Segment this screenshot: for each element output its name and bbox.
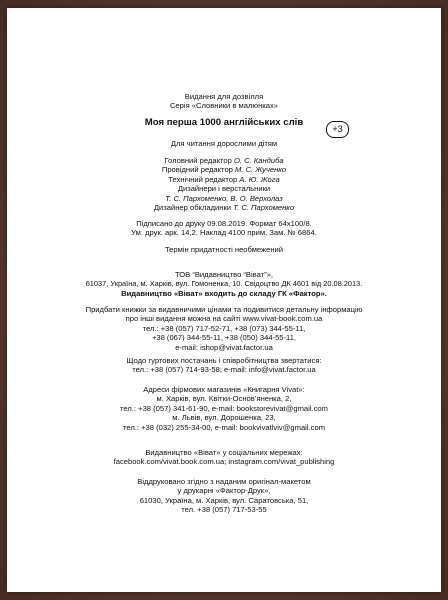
social-line-2: facebook.com/vivat.book.com.ua; instagram.com/vivat_publishing — [113, 457, 335, 467]
stores-line-4: м. Львів, вул. Дорошенка, 23, — [172, 413, 276, 423]
tech-editor-label: Технічний редактор — [168, 174, 238, 184]
wholesale-block — [7, 356, 441, 375]
document-page — [7, 8, 441, 592]
printer-line-4: тел. +38 (057) 717-53-55 — [181, 505, 267, 515]
shelf-life-block — [7, 245, 441, 254]
stores-line-5: тел.: +38 (032) 255-34-00, e-mail: bookvivatlviv@gmail.com — [122, 422, 326, 432]
lead-editor-line — [7, 165, 441, 174]
sales-line-2: про інші видання можна на сайті www.vivat-book.com.ua — [125, 314, 323, 324]
edition-info — [7, 92, 441, 111]
publisher-line-2: 61037, Україна, м. Харків, вул. Гомоненка, 10. Свідоцтво ДК 4601 від 20.08.2013. — [85, 279, 363, 289]
publisher-line-3: Видавництво «Віват» входить до складу ГК «Фактор». — [121, 288, 327, 298]
printer-block — [7, 477, 441, 515]
lead-editor-name: М. С. Жученко — [235, 165, 287, 175]
cover-designer-line — [7, 203, 441, 212]
cover-designer-label: Дизайнер обкладинки — [153, 203, 232, 213]
book-title: Моя перша 1000 англійських слів — [144, 117, 304, 128]
stores-line-3: тел.: +38 (057) 341-61-90, e-mail: bookstorevivat@gmail.com — [120, 403, 328, 413]
sales-line-5: e-mail: ishop@vivat.factor.ua — [175, 342, 273, 352]
social-block — [7, 448, 441, 467]
reading-note-block — [7, 139, 441, 148]
wholesale-line-2: тел.: +38 (057) 714-93-58; e-mail: info@vivat.factor.ua — [132, 365, 316, 375]
wholesale-line-1: Щодо гуртових постачань і співробітництва звертатися: — [126, 356, 322, 365]
edition-line-2: Серія «Словники в малюнках» — [169, 101, 279, 111]
print-info-line-2: Ум. друк. арк. 14,2. Наклад 4100 прим. Зам. № 6864. — [131, 228, 317, 238]
sales-block — [7, 305, 441, 352]
book-title-block — [7, 117, 441, 129]
publisher-block — [7, 270, 441, 298]
printer-line-2: у друкарні «Фактор-Друк», — [177, 486, 271, 496]
lead-editor-label: Провідний редактор — [161, 165, 233, 175]
publisher-line-1: ТОВ “Видавництво “Віват”», — [174, 270, 274, 279]
chief-editor-line — [7, 156, 441, 165]
chief-editor-label: Головний редактор — [164, 156, 232, 165]
edition-line-1: Видання для дозвілля — [184, 92, 264, 101]
reading-note: Для читання дорослими дітям — [170, 139, 278, 148]
designers-names: Т. С. Пархоменко, В. О. Верхолаз — [165, 193, 283, 203]
sales-line-1: Придбати книжки за видавничими цінами та подивитися детальну інформацію — [85, 305, 363, 314]
stores-line-1: Адреси фірмових магазинів «Книгарня Vivat»: — [143, 385, 305, 394]
credits-block — [7, 156, 441, 212]
print-info-block — [7, 219, 441, 238]
shelf-life: Термін придатності необмежений — [164, 245, 284, 254]
tech-editor-name: А. Ю. Жога — [239, 174, 280, 184]
stores-block — [7, 385, 441, 432]
print-info-line-1: Підписано до друку 09.08.2019. Формат 64x100/8. — [136, 219, 312, 228]
chief-editor-name: О. С. Кандиба — [233, 156, 284, 165]
stores-line-2: м. Харків, вул. Квітки-Основ’яненка, 2, — [156, 394, 292, 404]
printer-line-1: Віддруковано згідно з наданим оригінал-макетом — [137, 477, 311, 486]
printer-line-3: 61030, Україна, м. Харків, вул. Саратовська, 51, — [139, 495, 309, 505]
tech-editor-line — [7, 175, 441, 184]
age-rating-badge: +3 — [326, 121, 349, 138]
social-line-1: Видавництво «Віват» у соціальних мережах: — [145, 448, 303, 457]
cover-designer-name: Т. С. Пархоменко — [233, 203, 295, 213]
sales-line-4: +38 (067) 344-55-11, +38 (050) 344-55-11, — [151, 333, 297, 343]
sales-line-3: тел.: +38 (057) 717-52-71, +38 (073) 344-55-11, — [142, 323, 306, 333]
designers-label: Дизайнери і верстальники — [177, 184, 271, 194]
